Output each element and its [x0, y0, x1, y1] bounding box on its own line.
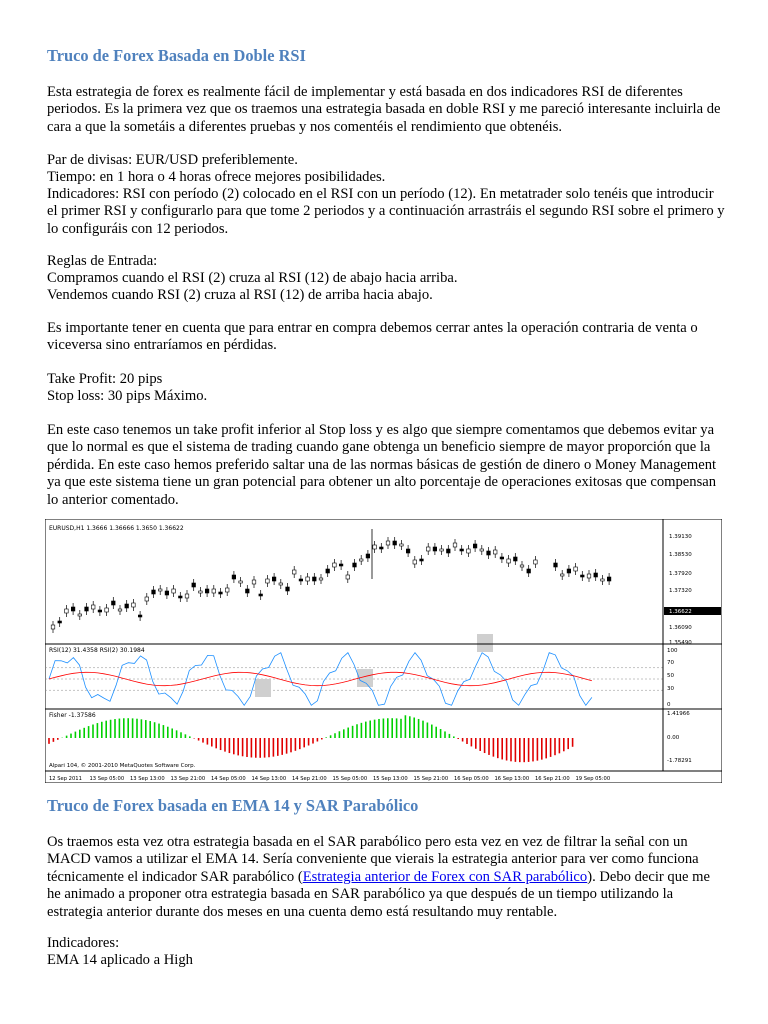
section-title: Truco de Forex Basada en Doble RSI — [47, 46, 306, 65]
candle-body — [333, 563, 337, 567]
candle-body — [313, 577, 317, 581]
time-axis-label: 14 Sep 13:00 — [251, 776, 287, 782]
candle-body — [353, 563, 357, 567]
time-axis-label: 14 Sep 21:00 — [292, 776, 327, 782]
candle-body — [534, 560, 538, 564]
candle-body — [373, 545, 377, 549]
candle-body — [366, 554, 370, 558]
candle-body — [601, 579, 605, 581]
time-axis-label: 15 Sep 13:00 — [373, 776, 408, 782]
price-tick-label: 1.39130 — [669, 534, 692, 540]
candle-body — [239, 581, 243, 583]
candle-body — [65, 609, 69, 613]
time-axis-label: 13 Sep 21:00 — [170, 776, 206, 782]
candle-body — [514, 557, 518, 561]
candle-body — [71, 607, 75, 611]
candle-body — [145, 597, 149, 601]
rsi-tick-label: 0 — [667, 702, 671, 708]
candle-body — [252, 580, 256, 584]
candle-body — [125, 604, 129, 608]
candle-body — [426, 547, 430, 551]
rsi-tick-label: 70 — [667, 660, 674, 666]
rsi-tick-label: 30 — [667, 686, 674, 692]
candle-body — [386, 541, 390, 545]
sar-paragraph — [47, 834, 727, 921]
note-paragraph: Es importante tener en cuenta que para entrar en compra debemos cerrar antes la operación contraria de venta o viceversa sino entraríamos en pérdidas. — [47, 320, 698, 354]
candle-body — [393, 541, 397, 545]
candle-body — [473, 544, 477, 548]
candle-body — [205, 589, 209, 593]
rule-buy: Compramos cuando el RSI (2) cruza al RSI (12) de abajo hacia arriba. — [47, 270, 458, 286]
rsi-tick-label: 100 — [667, 648, 678, 654]
candle-body — [132, 603, 136, 607]
price-tick-label: 1.36090 — [669, 625, 692, 631]
candle-body — [286, 587, 290, 591]
fisher-tick-label: -1.78291 — [667, 758, 692, 764]
rule-sell: Vendemos cuando RSI (2) cruza al RSI (12) de arriba hacia abajo. — [47, 287, 433, 303]
candle-body — [560, 574, 564, 576]
candle-body — [118, 609, 122, 611]
candle-body — [574, 567, 578, 571]
fisher-tick-label: 1.41966 — [667, 711, 690, 717]
signal-zone — [477, 634, 493, 652]
candle-body — [78, 614, 82, 616]
candle-body — [380, 547, 384, 549]
candle-body — [554, 563, 558, 567]
candle-body — [172, 589, 176, 593]
time-axis-label: 15 Sep 05:00 — [332, 776, 368, 782]
rsi-label: RSI(12) 31.4358 RSI(2) 30.1984 — [49, 647, 145, 654]
candle-body — [158, 589, 162, 591]
time-axis-label: 13 Sep 05:00 — [89, 776, 125, 782]
candle-body — [232, 575, 236, 579]
candle-body — [225, 588, 229, 592]
candle-body — [185, 594, 189, 598]
time-axis-label: 16 Sep 13:00 — [494, 776, 530, 782]
ema-line: EMA 14 aplicado a High — [47, 952, 193, 968]
time-axis-label: 16 Sep 21:00 — [535, 776, 570, 782]
rsi-tick-label: 50 — [667, 673, 674, 679]
time-axis-label: 16 Sep 05:00 — [454, 776, 489, 782]
candle-body — [85, 607, 89, 611]
fisher-tick-label: 0.00 — [667, 735, 680, 741]
indicators-paragraph: Indicadores: RSI con período (2) colocado en el RSI con un período (12). En metatrader solo tenéis que introducir el primer RSI y configurarlo para que tome 2 periodos y a continuación arrastráis el segundo RSI sobre el primero y lo configuráis con 12 periodos. — [47, 186, 725, 237]
candle-body — [520, 565, 524, 567]
closing-paragraph: En este caso tenemos un take profit inferior al Stop loss y es algo que siempre comentamos que debemos evitar ya que lo normal es que el sistema de trading cuando gane obtenga un beneficio siempre de mayor proporción que la pérdida. En este caso hemos preferido saltar una de las normas básicas de gestión de dinero o Money Management ya que este sistema tiene un gran potencial para obtener un alto porcentaje de operaciones exitosas que compensan lo anterior comentado. — [47, 422, 717, 508]
candle-body — [467, 549, 471, 553]
candle-body — [292, 570, 296, 574]
time-line: Tiempo: en 1 hora o 4 horas ofrece mejores posibilidades. — [47, 169, 386, 185]
candle-body — [266, 579, 270, 583]
indicators-title: Indicadores: — [47, 935, 120, 951]
candle-body — [152, 590, 156, 594]
candle-body — [594, 573, 598, 577]
candle-body — [179, 596, 183, 598]
candle-body — [192, 583, 196, 587]
candle-body — [219, 592, 223, 594]
candle-body — [165, 591, 169, 595]
candle-body — [326, 569, 330, 573]
fisher-label: Fisher -1.37586 — [49, 712, 96, 719]
sar-paragraph-text-a: Os traemos esta vez otra estrategia basada en el SAR parabólico pero esta vez en vez de filtrar la señal con un MACD vamos a utilizar el EMA 14. Sería conveniente que vierais la estrategia anterior para ver como funciona técnicamente el indicador SAR parabólico ( — [47, 834, 699, 885]
candle-body — [272, 577, 276, 581]
candle-body — [319, 578, 323, 580]
price-tick-label: 1.37920 — [669, 571, 692, 577]
candle-body — [480, 549, 484, 551]
time-axis-label: 13 Sep 13:00 — [130, 776, 165, 782]
candle-body — [413, 560, 417, 564]
candle-body — [607, 577, 611, 581]
candle-body — [500, 557, 504, 559]
candle-body — [212, 589, 216, 593]
candle-body — [346, 575, 350, 579]
candle-body — [359, 559, 363, 561]
sar-paragraph-text-b: ). Debo decir que me he animado a proponer otra estrategia basada en SAR parabólico ya que después de un tiempo utilizando la estrategia anterior durante dos meses en una cuenta demo está resultando muy rentable. — [47, 868, 710, 920]
candle-body — [440, 549, 444, 551]
chart-header: EURUSD,H1 1.3666 1.36666 1.3650 1.36622 — [49, 525, 184, 532]
time-axis-label: 14 Sep 05:00 — [211, 776, 246, 782]
forex-chart-image — [45, 519, 722, 783]
candle-body — [400, 544, 404, 546]
time-axis-label: 19 Sep 05:00 — [575, 776, 611, 782]
price-tick-label: 1.35490 — [669, 640, 692, 646]
candle-body — [567, 569, 571, 573]
candle-body — [587, 574, 591, 578]
sar-strategy-link[interactable]: Estrategia anterior de Forex con SAR parabólico — [302, 868, 588, 885]
stop-loss-line: Stop loss: 30 pips Máximo. — [47, 388, 208, 404]
candle-body — [581, 575, 585, 577]
candle-body — [98, 610, 102, 612]
candle-body — [453, 543, 457, 547]
time-axis-label: 12 Sep 2011 — [49, 776, 82, 782]
candle-body — [259, 594, 263, 596]
candle-body — [306, 577, 310, 581]
candle-body — [447, 549, 451, 553]
rules-title: Reglas de Entrada: — [47, 253, 158, 269]
candle-body — [112, 601, 116, 605]
candle-body — [527, 569, 531, 573]
candle-body — [487, 551, 491, 555]
candle-body — [420, 559, 424, 561]
candle-body — [493, 550, 497, 554]
candle-body — [406, 549, 410, 553]
take-profit-line: Take Profit: 20 pips — [47, 371, 163, 387]
section-title-2: Truco de Forex basada en EMA 14 y SAR Parabólico — [47, 796, 419, 815]
copyright-label: Alpari 104, © 2001-2010 MetaQuotes Software Corp. — [49, 763, 196, 769]
candle-body — [199, 591, 203, 593]
intro-paragraph: Esta estrategia de forex es realmente fácil de implementar y está basada en dos indicadores RSI de diferentes periodos. Es la primera vez que os traemos una estrategia basada en doble RSI y me pareció interesante incluirla de cara a que la sometáis a diferentes pruebas y nos comentéis el rendimiento que obtenéis. — [47, 84, 721, 135]
candle-body — [279, 583, 283, 585]
pair-line: Par de divisas: EUR/USD preferiblemente. — [47, 152, 298, 168]
candle-body — [299, 579, 303, 581]
candle-body — [246, 589, 250, 593]
signal-zone — [255, 679, 271, 697]
price-tick-label: 1.37320 — [669, 588, 692, 594]
time-axis-label: 15 Sep 21:00 — [413, 776, 449, 782]
candle-body — [138, 615, 142, 617]
candle-body — [58, 621, 62, 623]
candle-body — [433, 547, 437, 551]
candle-body — [507, 559, 511, 563]
candle-body — [460, 549, 464, 551]
candle-body — [105, 608, 109, 612]
candle-body — [51, 625, 55, 629]
candle-body — [339, 564, 343, 566]
price-tick-label: 1.36622 — [669, 609, 692, 615]
candle-body — [91, 605, 95, 609]
price-tick-label: 1.38530 — [669, 552, 692, 558]
